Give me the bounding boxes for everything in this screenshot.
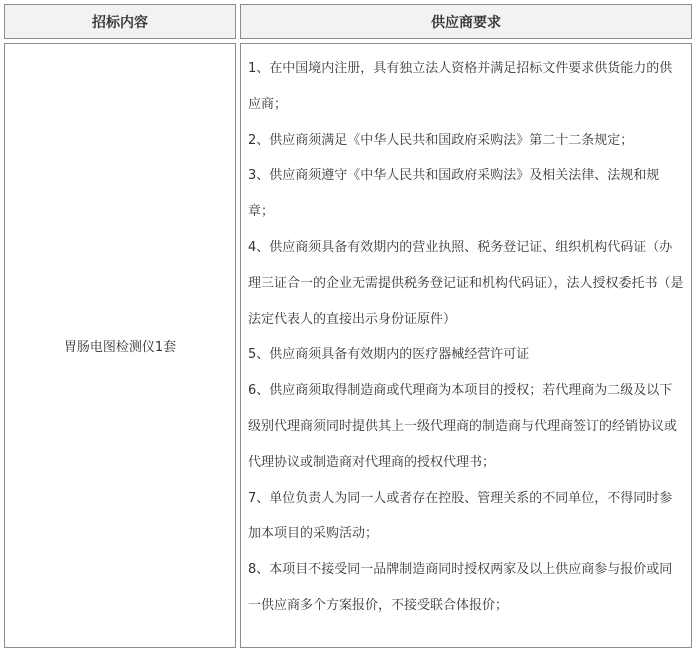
procurement-table — [4, 4, 692, 648]
requirement-item: 8、本项目不接受同一品牌制造商同时授权两家及以上供应商参与报价或同一供应商多个方案报价，不接受联合体报价； — [248, 562, 673, 613]
requirement-item: 3、供应商须遵守《中华人民共和国政府采购法》及相关法律、法规和规章； — [248, 168, 660, 220]
header-requirements-label: 供应商要求 — [431, 14, 501, 31]
requirement-item: 5、供应商须具备有效期内的医疗器械经营许可证 — [248, 347, 530, 363]
requirement-item: 2、供应商须满足《中华人民共和国政府采购法》第二十二条规定； — [248, 132, 634, 148]
requirement-item: 7、单位负责人为同一人或者存在控股、管理关系的不同单位，不得同时参加本项目的采购活动； — [248, 490, 673, 542]
header-requirements — [240, 4, 692, 39]
requirements-cell — [240, 43, 692, 648]
header-item — [4, 4, 236, 39]
item-name: 胃肠电图检测仪1套 — [63, 340, 177, 355]
requirement-item: 1、在中国境内注册，具有独立法人资格并满足招标文件要求供货能力的供应商； — [248, 61, 673, 112]
header-item-label: 招标内容 — [92, 14, 148, 31]
requirement-item: 6、供应商须取得制造商或代理商为本项目的授权；若代理商为二级及以下级别代理商须同时提供其上一级代理商的制造商与代理商签订的经销协议或代理协议或制造商对代理商的授权代理书； — [248, 383, 678, 470]
item-cell — [4, 43, 236, 648]
requirement-item: 4、供应商须具备有效期内的营业执照、税务登记证、组织机构代码证（办理三证合一的企业无需提供税务登记证和机构代码证），法人授权委托书（是法定代表人的直接出示身份证原件） — [248, 239, 684, 327]
